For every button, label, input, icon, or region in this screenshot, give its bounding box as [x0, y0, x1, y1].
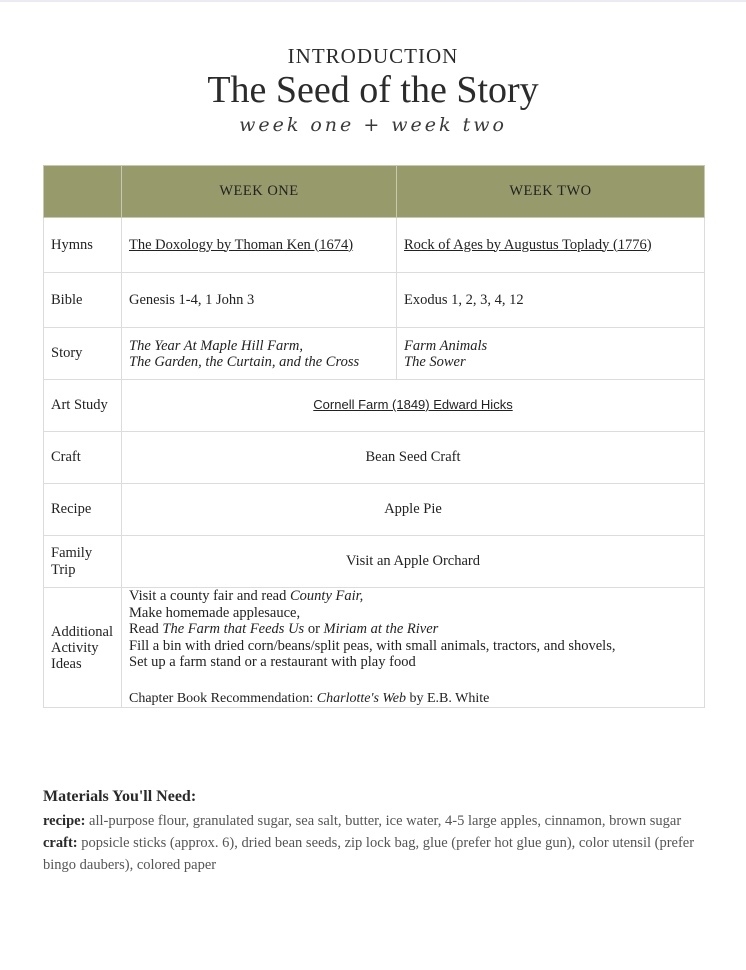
- materials-recipe: recipe: all-purpose flour, granulated sugar, sea salt, butter, ice water, 4-5 large apples, cinnamon, brown sugar: [43, 813, 682, 829]
- bible-week-two: Exodus 1, 2, 3, 4, 12: [397, 273, 705, 328]
- row-label-craft: Craft: [44, 432, 122, 484]
- label-line-2: Activity: [51, 639, 99, 656]
- idea-farm-stand: Set up a farm stand or a restaurant with play food: [129, 654, 416, 670]
- story-week-two: [397, 328, 705, 380]
- page-title: The Seed of the Story: [207, 69, 539, 111]
- row-recipe: [44, 484, 705, 536]
- materials-craft: craft: popsicle sticks (approx. 6), dried bean seeds, zip lock bag, glue (prefer hot glue gun), color utensil (prefer bingo daubers), colored paper: [43, 835, 695, 873]
- row-label-bible: Bible: [44, 273, 122, 328]
- row-label-recipe: Recipe: [44, 484, 122, 536]
- section-eyebrow: INTRODUCTION: [287, 44, 459, 68]
- story-week-two-title-1: Farm Animals: [404, 337, 488, 354]
- story-week-one-title-1: The Year At Maple Hill Farm,: [129, 337, 304, 354]
- row-bible: [44, 273, 705, 328]
- row-label-hymns: Hymns: [44, 218, 122, 273]
- row-label-additional: [44, 588, 122, 708]
- row-label-story: Story: [44, 328, 122, 380]
- bible-week-one: Genesis 1-4, 1 John 3: [122, 273, 397, 328]
- additional-ideas-list: [122, 588, 705, 708]
- idea-county-fair: Visit a county fair and read County Fair,: [129, 588, 364, 604]
- story-week-two-title-2: The Sower: [404, 353, 466, 370]
- art-study-link[interactable]: Cornell Farm (1849) Edward Hicks: [313, 397, 513, 412]
- family-trip-value: Visit an Apple Orchard: [122, 536, 705, 588]
- row-additional-ideas: [44, 588, 705, 708]
- hymn-week-one-link[interactable]: The Doxology by Thoman Ken (1674): [129, 236, 354, 253]
- idea-read-books: Read The Farm that Feeds Us or Miriam at the River: [129, 621, 439, 637]
- hymn-week-two-link[interactable]: Rock of Ages by Augustus Toplady (1776): [404, 236, 652, 253]
- story-week-one-title-2: The Garden, the Curtain, and the Cross: [129, 353, 360, 370]
- row-art-study: [44, 380, 705, 432]
- lesson-plan-table: [43, 165, 705, 708]
- materials-section: [43, 788, 713, 876]
- header-week-two: WEEK TWO: [397, 166, 705, 218]
- recipe-value: Apple Pie: [122, 484, 705, 536]
- top-rule: [0, 0, 746, 2]
- label-line-3: Ideas: [51, 655, 82, 672]
- row-story: [44, 328, 705, 380]
- story-week-one: [122, 328, 397, 380]
- row-label-art-study: Art Study: [44, 380, 122, 432]
- label-line-1: Additional: [51, 623, 114, 640]
- page-subtitle: week one + week two: [239, 114, 507, 136]
- row-label-family-trip: Family Trip: [44, 536, 122, 588]
- row-family-trip: [44, 536, 705, 588]
- idea-applesauce: Make homemade applesauce,: [129, 604, 301, 621]
- materials-heading: Materials You'll Need:: [43, 788, 197, 805]
- row-craft: [44, 432, 705, 484]
- craft-value: Bean Seed Craft: [122, 432, 705, 484]
- row-hymns: [44, 218, 705, 273]
- header-week-one: WEEK ONE: [122, 166, 397, 218]
- table-header-row: [44, 166, 705, 218]
- chapter-book-recommendation: Chapter Book Recommendation: Charlotte's Web by E.B. White: [129, 690, 490, 706]
- header-cell-blank: [44, 166, 122, 218]
- idea-sensory-bin: Fill a bin with dried corn/beans/split peas, with small animals, tractors, and shovels,: [129, 637, 616, 654]
